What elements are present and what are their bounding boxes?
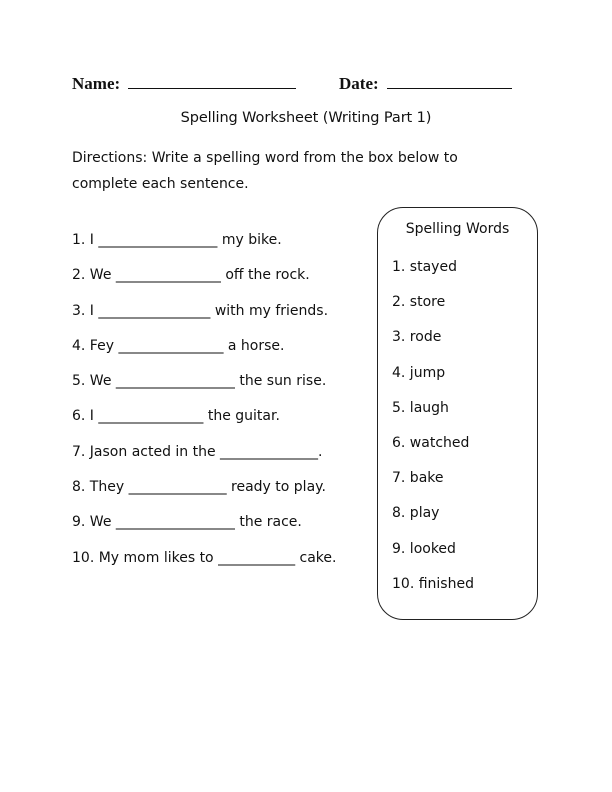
sentence-item: 5. We _________________ the sun rise. [72,373,327,390]
spelling-word-box [377,207,538,620]
name-label: Name: [72,74,121,93]
sentence-item: 9. We _________________ the race. [72,514,302,531]
sentence-item: 7. Jason acted in the ______________. [72,443,323,460]
sentence-item: 8. They ______________ ready to play. [72,479,326,496]
spelling-word-item: 3. rode [392,329,442,346]
spelling-word-item: 1. stayed [392,259,457,275]
sentence-item: 1. I _________________ my bike. [72,232,282,248]
spelling-word-item: 5. laugh [392,399,449,416]
sentence-item: 2. We _______________ off the rock. [72,267,310,284]
header-row [72,74,542,96]
spelling-word-list [392,256,474,608]
spelling-word-item: 6. watched [392,434,470,451]
date-blank-line [387,74,512,89]
spelling-word-item: 7. bake [392,470,444,487]
word-box-title: Spelling Words [405,221,510,237]
spelling-word-item: 8. play [392,505,440,522]
spelling-word-item: 10. finished [392,575,474,592]
date-label: Date: [339,74,379,93]
sentence-list [72,229,372,582]
sentence-item: 3. I ________________ with my friends. [72,302,329,319]
date-field [339,74,512,94]
spelling-word-item: 4. jump [392,364,446,381]
worksheet-title: Spelling Worksheet (Writing Part 1) [180,110,432,126]
spelling-word-item: 2. store [392,294,446,311]
name-field [72,74,296,94]
sentence-item: 4. Fey _______________ a horse. [72,337,285,354]
sentence-item: 6. I _______________ the guitar. [72,408,280,425]
name-blank-line [128,74,296,89]
directions-text: Directions: Write a spelling word from the box below to complete each sentence. [72,150,458,192]
spelling-word-item: 9. looked [392,540,456,557]
sentence-item: 10. My mom likes to ___________ cake. [72,549,337,566]
